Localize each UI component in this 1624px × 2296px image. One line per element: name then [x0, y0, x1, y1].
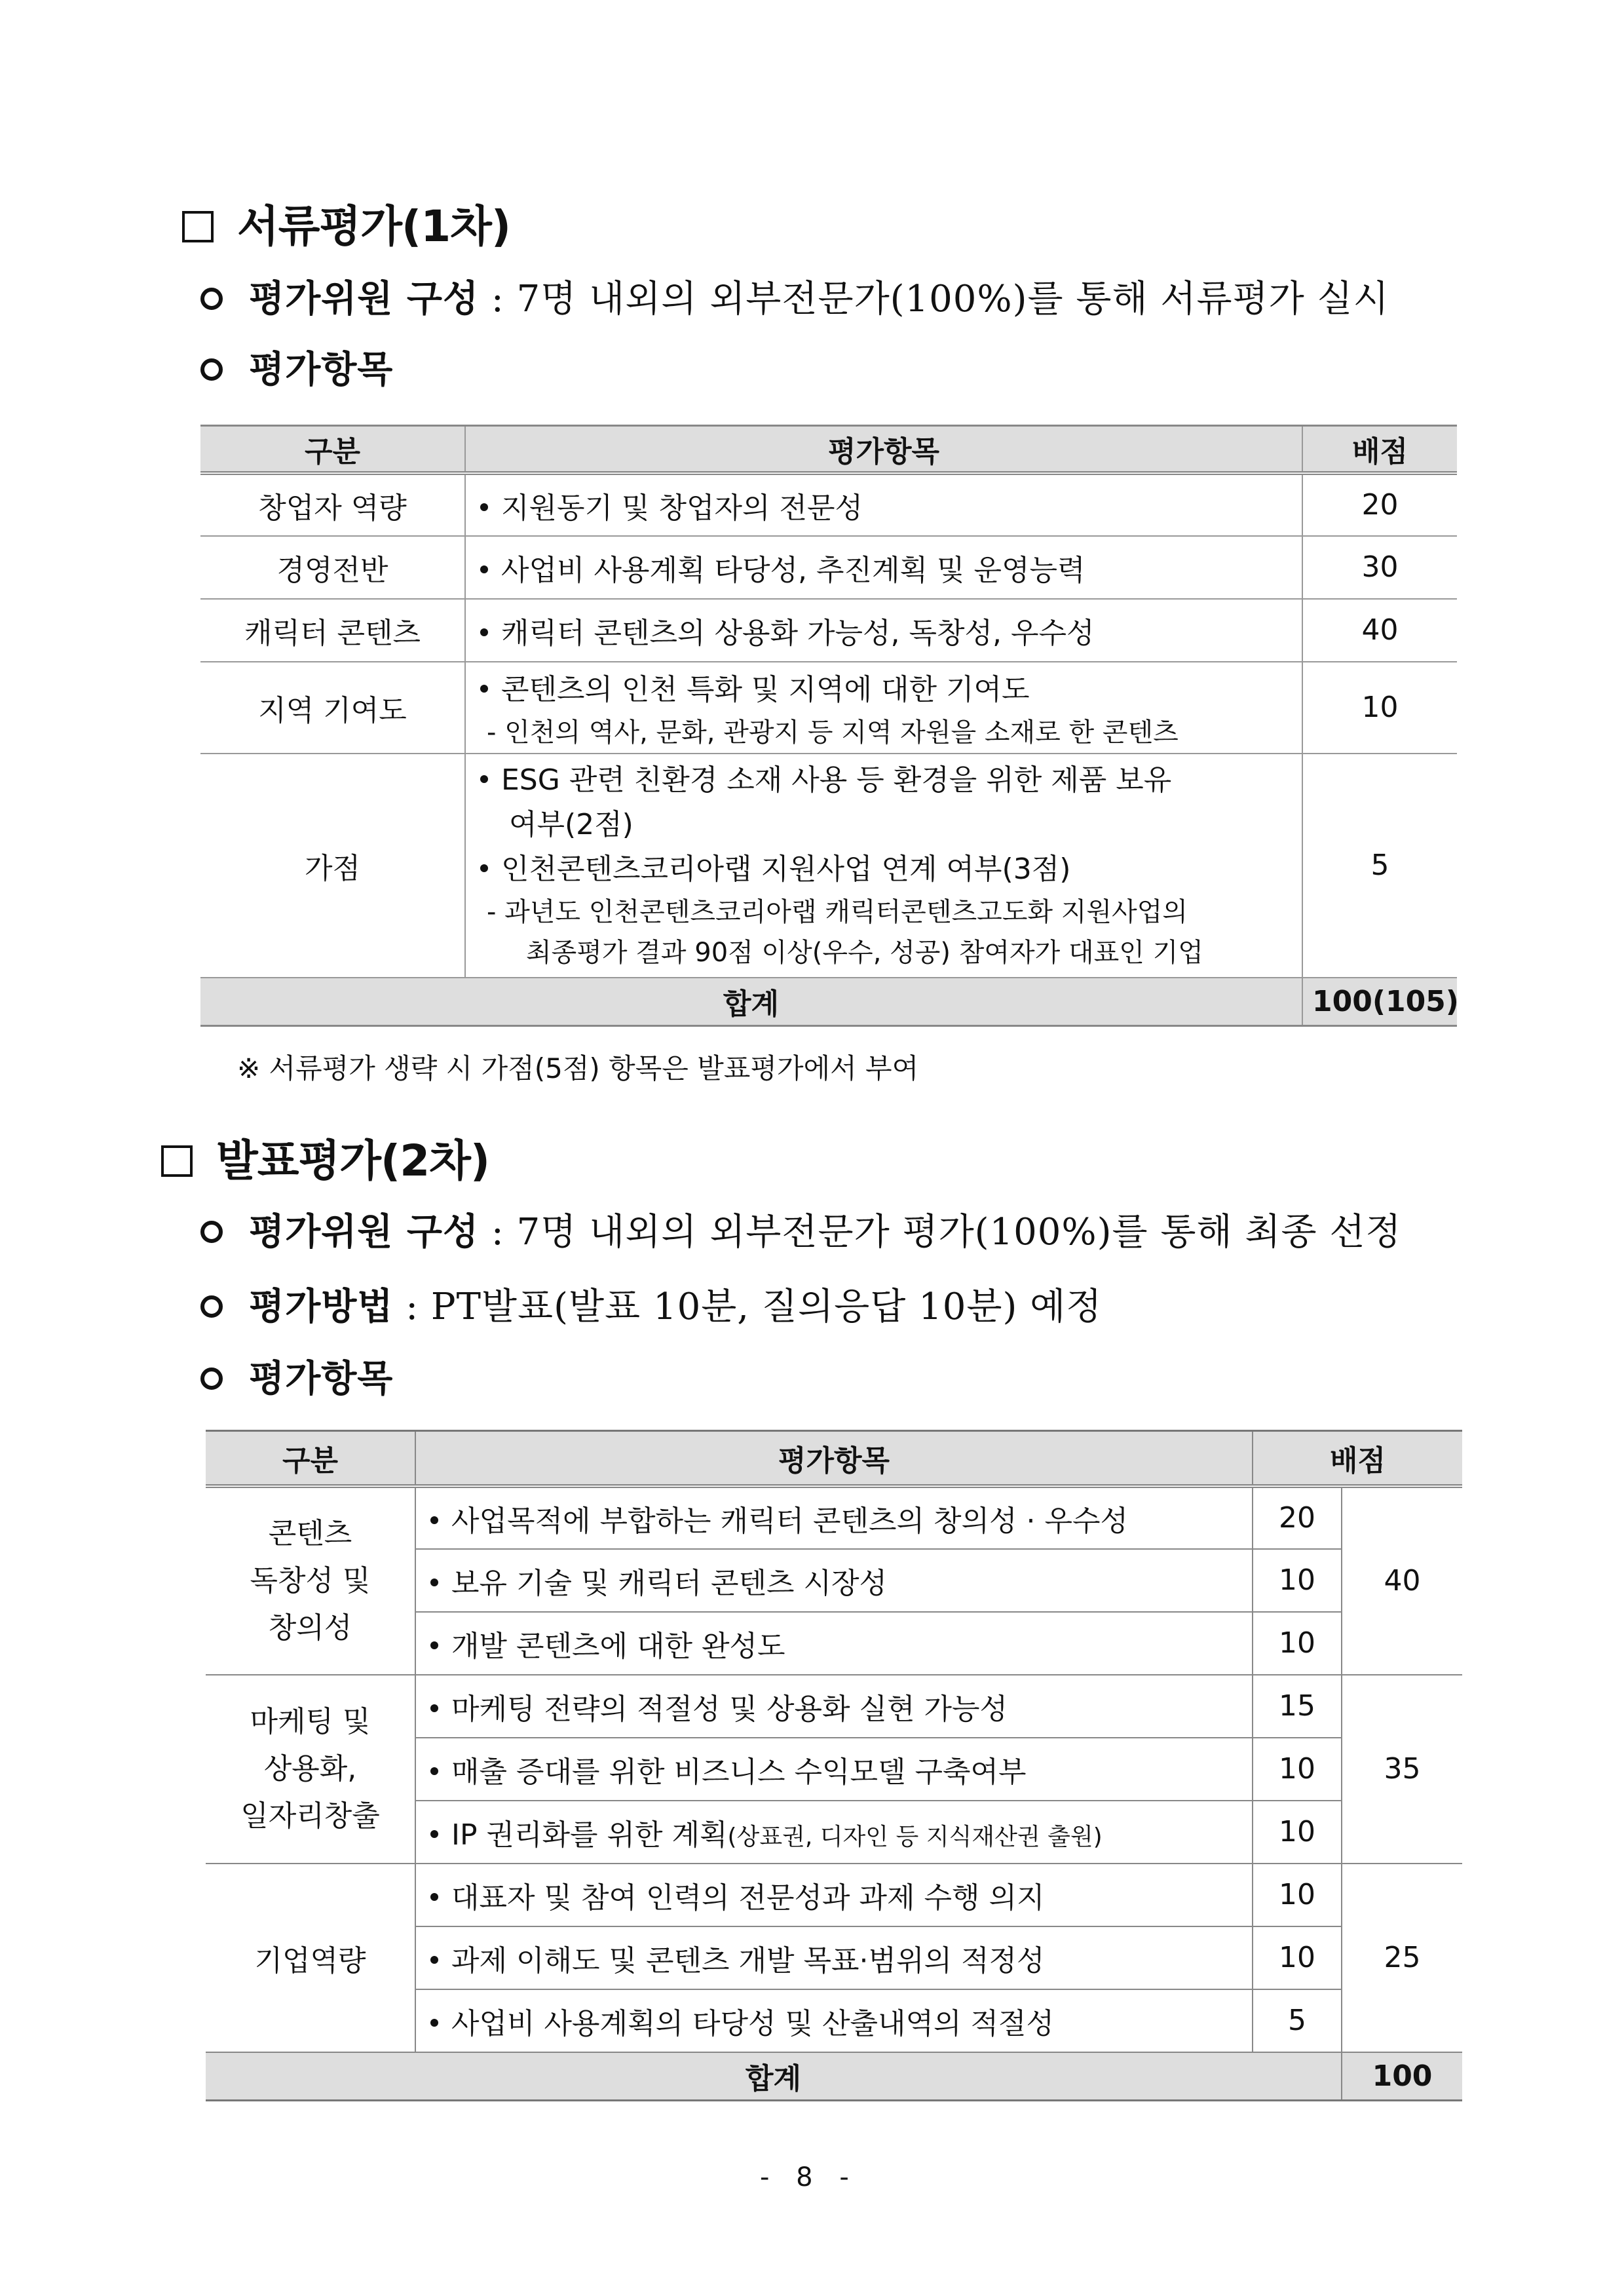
group-category: 마케팅 및 상용화, 일자리창출: [206, 1675, 415, 1864]
row-score: 10: [1253, 1612, 1342, 1675]
row-item: 사업비 사용계획 타당성, 추진계획 및 운영능력: [465, 536, 1302, 599]
group-total: 25: [1342, 1864, 1462, 2052]
row-item: 마케팅 전략의 적절성 및 상용화 실현 가능성: [415, 1675, 1253, 1738]
presentation-evaluation-table: [206, 1430, 1462, 2101]
total-row: [200, 978, 1457, 1026]
row-category: 가점: [200, 754, 465, 978]
table-row: [200, 473, 1457, 536]
row-score: 20: [1302, 473, 1457, 536]
header-score: 배점: [1302, 426, 1457, 473]
circle-bullet-icon: [200, 358, 223, 381]
section2-heading: 발표평가(2차): [161, 1126, 489, 1188]
row-item: 과제 이해도 및 콘텐츠 개발 목표·범위의 적정성: [415, 1926, 1253, 1989]
table-row: [200, 662, 1457, 754]
circle-bullet-icon: [200, 1368, 223, 1390]
total-row: [206, 2052, 1462, 2101]
header-item: 평가항목: [465, 426, 1302, 473]
row-category: 경영전반: [200, 536, 465, 599]
row-item: 개발 콘텐츠에 대한 완성도: [415, 1612, 1253, 1675]
section2-committee: 평가위원 구성 : 7명 내외의 외부전문가 평가(100%)를 통해 최종 선정: [200, 1203, 1402, 1255]
row-item: 매출 증대를 위한 비즈니스 수익모델 구축여부: [415, 1738, 1253, 1801]
group-category: 콘텐츠 독창성 및 창의성: [206, 1486, 415, 1675]
row-score: 5: [1253, 1989, 1342, 2052]
table-row: [200, 599, 1457, 662]
row-item: 캐릭터 콘텐츠의 상용화 가능성, 독창성, 우수성: [465, 599, 1302, 662]
square-bullet-icon: [182, 211, 214, 242]
row-category: 캐릭터 콘텐츠: [200, 599, 465, 662]
section1-committee: 평가위원 구성 : 7명 내외의 외부전문가(100%)를 통해 서류평가 실시: [200, 270, 1389, 322]
row-item: 지원동기 및 창업자의 전문성: [465, 473, 1302, 536]
table-row: [200, 754, 1457, 978]
section1-items-label: 평가항목: [200, 341, 393, 393]
document-evaluation-table: [200, 425, 1457, 1027]
row-score: 10: [1302, 662, 1457, 754]
row-score: 20: [1253, 1486, 1342, 1549]
row-score: 10: [1253, 1926, 1342, 1989]
row-item: 콘텐츠의 인천 특화 및 지역에 대한 기여도 - 인천의 역사, 문화, 관광지 등 지역 자원을 소재로 한 콘텐츠: [465, 662, 1302, 754]
row-category: 창업자 역량: [200, 473, 465, 536]
group-total: 40: [1342, 1486, 1462, 1675]
group-category: 기업역량: [206, 1864, 415, 2052]
section1-heading: 서류평가(1차): [182, 191, 510, 254]
row-item: IP 권리화를 위한 계획(상표권, 디자인 등 지식재산권 출원): [415, 1801, 1253, 1864]
square-bullet-icon: [161, 1145, 193, 1177]
row-score: 5: [1302, 754, 1457, 978]
row-category: 지역 기여도: [200, 662, 465, 754]
row-item: 사업비 사용계획의 타당성 및 산출내역의 적절성: [415, 1989, 1253, 2052]
circle-bullet-icon: [200, 1221, 223, 1243]
row-item: ESG 관련 친환경 소재 사용 등 환경을 위한 제품 보유 여부(2점) 인천콘텐츠코리아랩 지원사업 연계 여부(3점) - 과년도 인천콘텐츠코리아랩 캐릭터콘텐츠고도화 지원사업의 최종평가 결과 90점 이상(우수, 성공) 참여자가 대표인 기업: [465, 754, 1302, 978]
header-category: 구분: [200, 426, 465, 473]
row-score: 10: [1253, 1801, 1342, 1864]
circle-bullet-icon: [200, 1295, 223, 1318]
row-item: 대표자 및 참여 인력의 전문성과 과제 수행 의지: [415, 1864, 1253, 1926]
total-score: 100(105): [1302, 978, 1457, 1026]
row-score: 15: [1253, 1675, 1342, 1738]
table-row: [200, 536, 1457, 599]
total-label: 합계: [206, 2052, 1342, 2101]
page-number: - 8 -: [760, 2162, 858, 2192]
row-score: 10: [1253, 1864, 1342, 1926]
group-total: 35: [1342, 1675, 1462, 1864]
section2-items-label: 평가항목: [200, 1350, 393, 1402]
section2-method: 평가방법 : PT발표(발표 10분, 질의응답 10분) 예정: [200, 1278, 1102, 1330]
row-score: 40: [1302, 599, 1457, 662]
row-item: 사업목적에 부합하는 캐릭터 콘텐츠의 창의성 · 우수성: [415, 1486, 1253, 1549]
table-row: [206, 1675, 1462, 1738]
table-row: [206, 1864, 1462, 1926]
header-category: 구분: [206, 1431, 415, 1486]
note: ※ 서류평가 생략 시 가점(5점) 항목은 발표평가에서 부여: [237, 1052, 919, 1084]
row-score: 10: [1253, 1738, 1342, 1801]
total-score: 100: [1342, 2052, 1462, 2101]
header-score: 배점: [1253, 1431, 1462, 1486]
header-item: 평가항목: [415, 1431, 1253, 1486]
table-row: [206, 1486, 1462, 1549]
circle-bullet-icon: [200, 288, 223, 310]
total-label: 합계: [200, 978, 1302, 1026]
row-score: 10: [1253, 1549, 1342, 1612]
row-item: 보유 기술 및 캐릭터 콘텐츠 시장성: [415, 1549, 1253, 1612]
row-score: 30: [1302, 536, 1457, 599]
